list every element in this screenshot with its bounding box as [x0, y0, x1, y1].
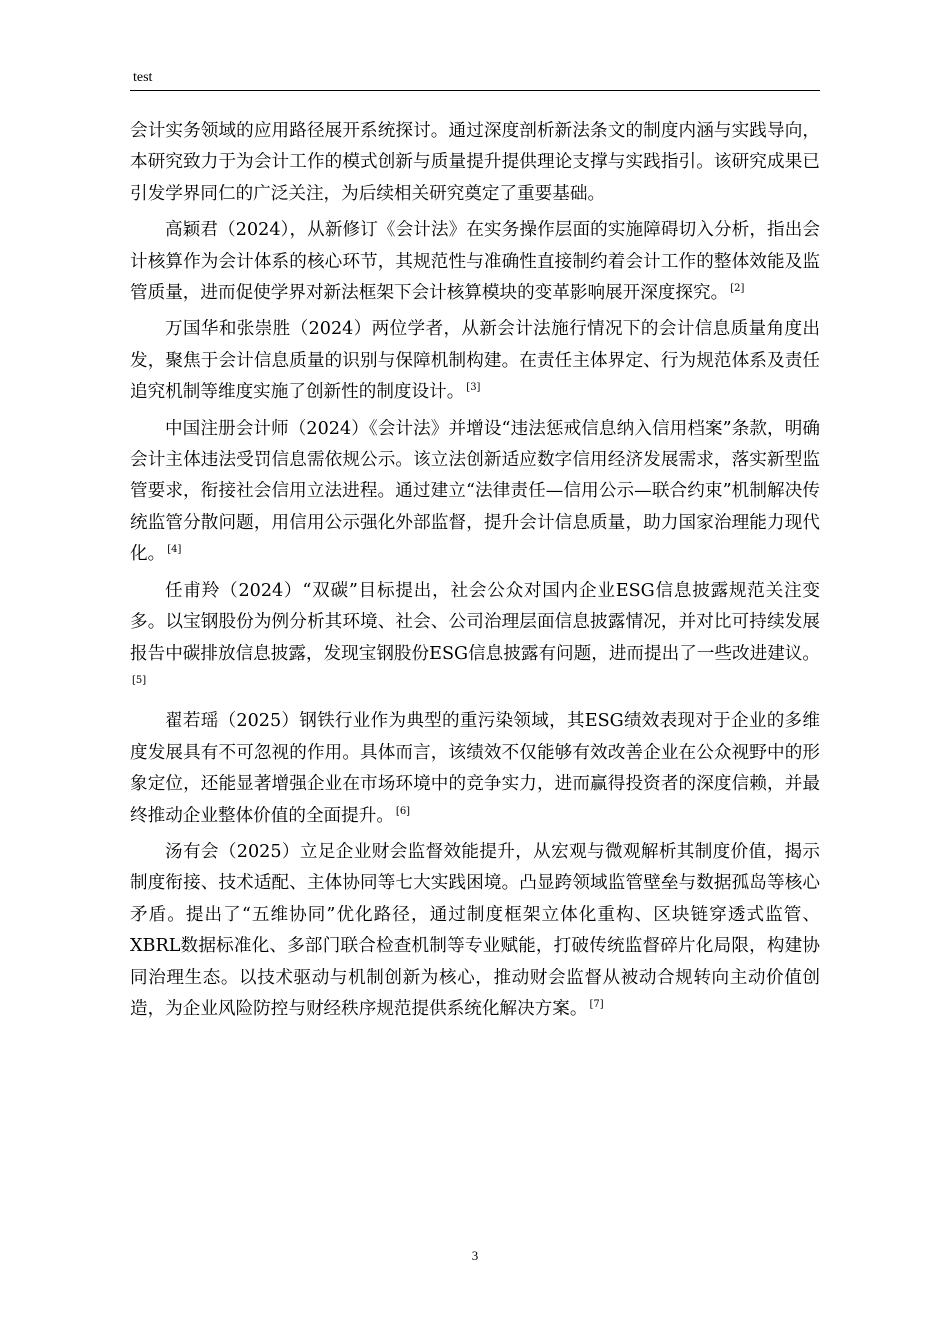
citation-mark: [4]	[167, 544, 182, 556]
page-number: 3	[471, 1248, 479, 1263]
paragraph-zhai-ruoyao	[130, 706, 820, 832]
document-body	[130, 116, 820, 1030]
paragraph-text: 万国华和张崇胜（2024）两位学者，从新会计法施行情况下的会计信息质量角度出发，聚焦于会计信息质量的识别与保障机制构建。在责任主体界定、行为规范体系及责任追究机制等维度实施了创新性的制度设计。	[130, 319, 820, 403]
paragraph-cpa	[130, 414, 820, 571]
paragraph-ren-fuling	[130, 576, 820, 702]
citation-mark: [3]	[466, 382, 481, 394]
header-title: test	[133, 70, 153, 85]
paragraph-text: 汤有会（2025）立足企业财会监督效能提升，从宏观与微观解析其制度价值，揭示制度衔接、技术适配、主体协同等七大实践困境。凸显跨领域监管壁垒与数据孤岛等核心矛盾。提出了“五维协同”优化路径，通过制度框架立体化重构、区块链穿透式监管、XBRL数据标准化、多部门联合检查机制等专业赋能，打破传统监督碎片化局限，构建协同治理生态。以技术驱动与机制创新为核心，推动财会监督从被动合规转向主动价值创造，为企业风险防控与财经秩序规范提供系统化解决方案。	[130, 841, 820, 1019]
paragraph-text: 任甫羚（2024）“双碳”目标提出，社会公众对国内企业ESG信息披露规范关注变多。以宝钢股份为例分析其环境、社会、公司治理层面信息披露情况，并对比可持续发展报告中碳排放信息披露，发现宝钢股份ESG信息披露有问题，进而提出了一些改进建议。	[130, 580, 820, 664]
paragraph-wan-guohua	[130, 314, 820, 408]
page-header	[130, 66, 820, 91]
paragraph-continuation	[130, 116, 820, 210]
paragraph-gao-yingjun	[130, 215, 820, 309]
paragraph-text: 会计实务领域的应用路径展开系统探讨。通过深度剖析新法条文的制度内涵与实践导向，本研究致力于为会计工作的模式创新与质量提升提供理论支撑与实践指引。该研究成果已引发学界同仁的广泛关注，为后续相关研究奠定了重要基础。	[130, 121, 820, 204]
paragraph-text: 翟若瑶（2025）钢铁行业作为典型的重污染领域，其ESG绩效表现对于企业的多维度发展具有不可忽视的作用。具体而言，该绩效不仅能够有效改善企业在公众视野中的形象定位，还能显著增强企业在市场环境中的竞争实力，进而赢得投资者的深度信赖，并最终推动企业整体价值的全面提升。	[130, 711, 820, 826]
paragraph-text: 中国注册会计师（2024）《会计法》并增设“违法惩戒信息纳入信用档案”条款，明确会计主体违法受罚信息需依规公示。该立法创新适应数字信用经济发展需求，落实新型监管要求，衔接社会信用立法进程。通过建立“法律责任—信用公示—联合约束”机制解决传统监管分散问题，用信用公示强化外部监督，提升会计信息质量，助力国家治理能力现代化。	[130, 418, 820, 565]
citation-mark: [5]	[132, 675, 147, 687]
citation-mark: [2]	[730, 283, 745, 295]
citation-mark: [7]	[589, 999, 604, 1011]
paragraph-text: 高颖君（2024），从新修订《会计法》在实务操作层面的实施障碍切入分析，指出会计核算作为会计体系的核心环节，其规范性与准确性直接制约着会计工作的整体效能及监管质量，进而促使学界对新法框架下会计核算模块的变革影响展开深度探究。	[130, 220, 820, 304]
citation-mark: [6]	[395, 805, 411, 817]
paragraph-tang-youhui	[130, 837, 820, 1025]
